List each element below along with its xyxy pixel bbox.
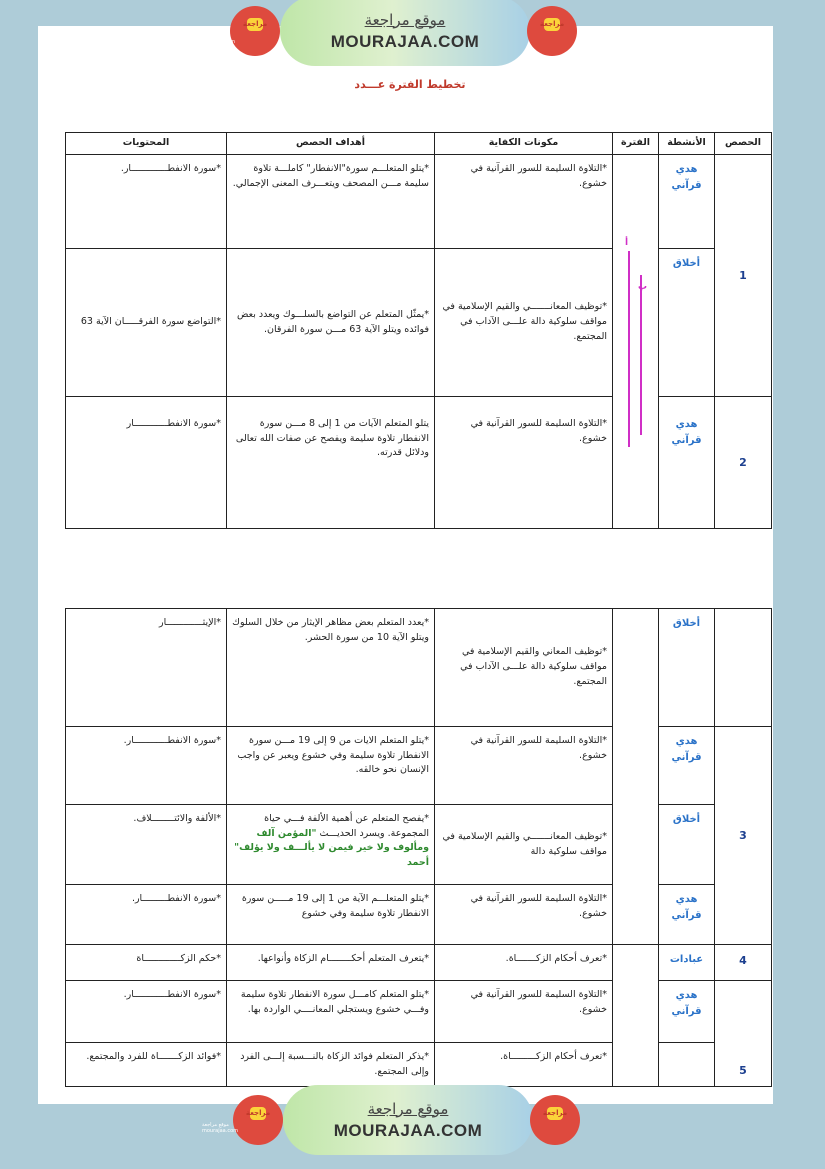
site-name-latin: MOURAJAA.COM	[333, 1120, 483, 1140]
table-row	[66, 981, 772, 1043]
site-link[interactable]	[283, 1085, 533, 1155]
activity-cell: هدي قرآني	[659, 727, 715, 805]
objective-cell: *يتعرف المتعلم أحكــــــــام الزكاة وأنواعها.	[227, 945, 435, 981]
content-cell: *سورة الانفطـــــــــار.	[66, 885, 227, 945]
table-row	[66, 945, 772, 981]
period-cell	[613, 945, 659, 1087]
activity-cell: عبادات	[659, 945, 715, 981]
competency-cell: *التلاوة السليمة للسور القرآنية في خشوع.	[435, 885, 613, 945]
period-bracket: أ ب	[613, 155, 659, 485]
competency-cell: *التلاوة السليمة للسور القرآنية في خشوع.	[435, 727, 613, 805]
activity-cell: هدي قرآني	[659, 885, 715, 945]
session-number: 5	[715, 981, 772, 1087]
content-cell: *سورة الانفطــــــــــــار.	[66, 727, 227, 805]
session-number: 4	[715, 945, 772, 981]
objective-cell: *يتلو المتعلم كامـــل سورة الانفطار تلاوة سليمة وفـــي خشوع ويستجلي المعانــــي الواردة بها.	[227, 981, 435, 1043]
objective-cell: *يمثّل المتعلم عن التواضع بالسلـــوك ويعدد بعض فوائده ويتلو الآية 63 مـــن سورة الفرقان.	[227, 249, 435, 397]
site-name-latin: MOURAJAA.COM	[330, 31, 480, 51]
site-banner-bottom[interactable]	[202, 1085, 608, 1159]
competency-cell: *التلاوة السليمة للسور القرآنية في خشوع.	[435, 981, 613, 1043]
activity-cell: هدي قرآني	[659, 981, 715, 1043]
table-row	[66, 885, 772, 945]
competency-cell: *تعرف أحكام الزكـــــــــاة.	[435, 1043, 613, 1087]
table-row	[66, 609, 772, 727]
header-competency: مكونات الكفاية	[435, 133, 613, 155]
content-cell: *حكم الزكـــــــــــــاة	[66, 945, 227, 981]
table-row	[66, 397, 772, 529]
planning-table-2	[65, 608, 772, 1087]
objective-cell: *يعدد المتعلم بعض مظاهر الإيثار من خلال السلوك ويتلو الآية 10 من سورة الحشر.	[227, 609, 435, 727]
site-name-arabic: موقع مراجعة	[367, 1099, 449, 1118]
site-logo: مراجعة موقع مراجعة mourajaa.com	[530, 1095, 580, 1145]
session-number: 2	[715, 397, 772, 529]
session-number	[715, 609, 772, 727]
content-cell: *سورة الانفطــــــــــــار	[66, 397, 227, 529]
activity-cell: أخلاق	[659, 609, 715, 727]
table-header-row	[66, 133, 772, 155]
content-cell: *سورة الانفطـــــــــــــار.	[66, 155, 227, 249]
session-number: 1	[715, 155, 772, 397]
content-cell: *التواضع سورة الفرقـــــان الآية 63	[66, 249, 227, 397]
page-title: تخطيط الفترة عـــدد	[354, 78, 466, 91]
content-cell: *سورة الانفطــــــــــــار.	[66, 981, 227, 1043]
site-logo: مراجعة موقع مراجعة mourajaa.com	[527, 6, 577, 56]
activity-cell: أخلاق	[659, 249, 715, 397]
header-period: الفترة	[613, 133, 659, 155]
objective-cell: *يتلو المتعلـــم الآية من 1 إلى 19 مـــــن سورة الانفطار تلاوة سليمة وفي خشوع	[227, 885, 435, 945]
competency-cell: *توظيف المعانـــــــي والقيم الإسلامية في مواقف سلوكية دالة	[435, 805, 613, 885]
header-contents: المحتويات	[66, 133, 227, 155]
site-logo: مراجعة	[233, 1095, 283, 1145]
activity-cell: أخلاق	[659, 805, 715, 885]
objective-cell: *يتلو المتعلم الايات من 9 إلى 19 مـــن سورة الانفطار تلاوة سليمة وفي خشوع ويعبر عن واجب الإنسان نحو خالقه.	[227, 727, 435, 805]
header-activities: الأنشطة	[659, 133, 715, 155]
site-logo: مراجعة	[230, 6, 280, 56]
objective-cell: يتلو المتعلم الآيات من 1 إلى 8 مـــن سورة الانفطار تلاوة سليمة ويفصح عن صفات الله تعالى ودلائل قدرته.	[227, 397, 435, 529]
content-cell: *فوائد الزكـــــــاة للفرد والمجتمع.	[66, 1043, 227, 1087]
competency-cell: *تعرف أحكام الزكـــــــاة.	[435, 945, 613, 981]
activity-cell	[659, 1043, 715, 1087]
table-row	[66, 805, 772, 885]
competency-cell: *التلاوة السليمة للسور القرآنية في خشوع.	[435, 155, 613, 249]
site-banner-top[interactable]	[199, 0, 605, 70]
table-row	[66, 155, 772, 249]
competency-cell: *توظيف المعاني والقيم الإسلامية في مواقف سلوكية دالة علـــى الآداب في المجتمع.	[435, 609, 613, 727]
period-cell	[613, 155, 659, 529]
site-name-arabic: موقع مراجعة	[364, 10, 446, 29]
header-objectives: أهداف الحصص	[227, 133, 435, 155]
objective-cell	[227, 805, 435, 885]
content-cell: *الألفة والائتــــــــلاف.	[66, 805, 227, 885]
table-row	[66, 249, 772, 397]
table-row	[66, 1043, 772, 1087]
table-row	[66, 727, 772, 805]
planning-table-1	[65, 132, 772, 529]
objective-text: *يفصح المتعلم عن أهمية الألفة فـــي حياة المجموعة. ويسرد الحديـــث	[264, 813, 429, 839]
competency-cell: *التلاوة السليمة للسور القرآنية في خشوع.	[435, 397, 613, 529]
activity-cell: هدي قرآني	[659, 155, 715, 249]
objective-cell: *يذكر المتعلم فوائد الزكاة بالنـــسبة إلـــى الفرد وإلى المجتمع.	[227, 1043, 435, 1087]
competency-cell: *توظيف المعانـــــــي والقيم الإسلامية في مواقف سلوكية دالة علـــى الآداب في المجتمع.	[435, 249, 613, 397]
header-sessions: الحصص	[715, 133, 772, 155]
content-cell: *الإيثـــــــــــــار	[66, 609, 227, 727]
activity-cell: هدي قرآني	[659, 397, 715, 529]
hadith-quote: "المؤمن آلف ومألوف ولا خير فيمن لا يألـــف ولا يؤلف" أحمد	[234, 827, 429, 869]
session-number: 3	[715, 727, 772, 945]
period-cell	[613, 609, 659, 945]
objective-cell: *يتلو المتعلـــم سورة"الانفطار" كاملـــة تلاوة سليمة مـــن المصحف ويتعـــرف المعنى الإجمالي.	[227, 155, 435, 249]
